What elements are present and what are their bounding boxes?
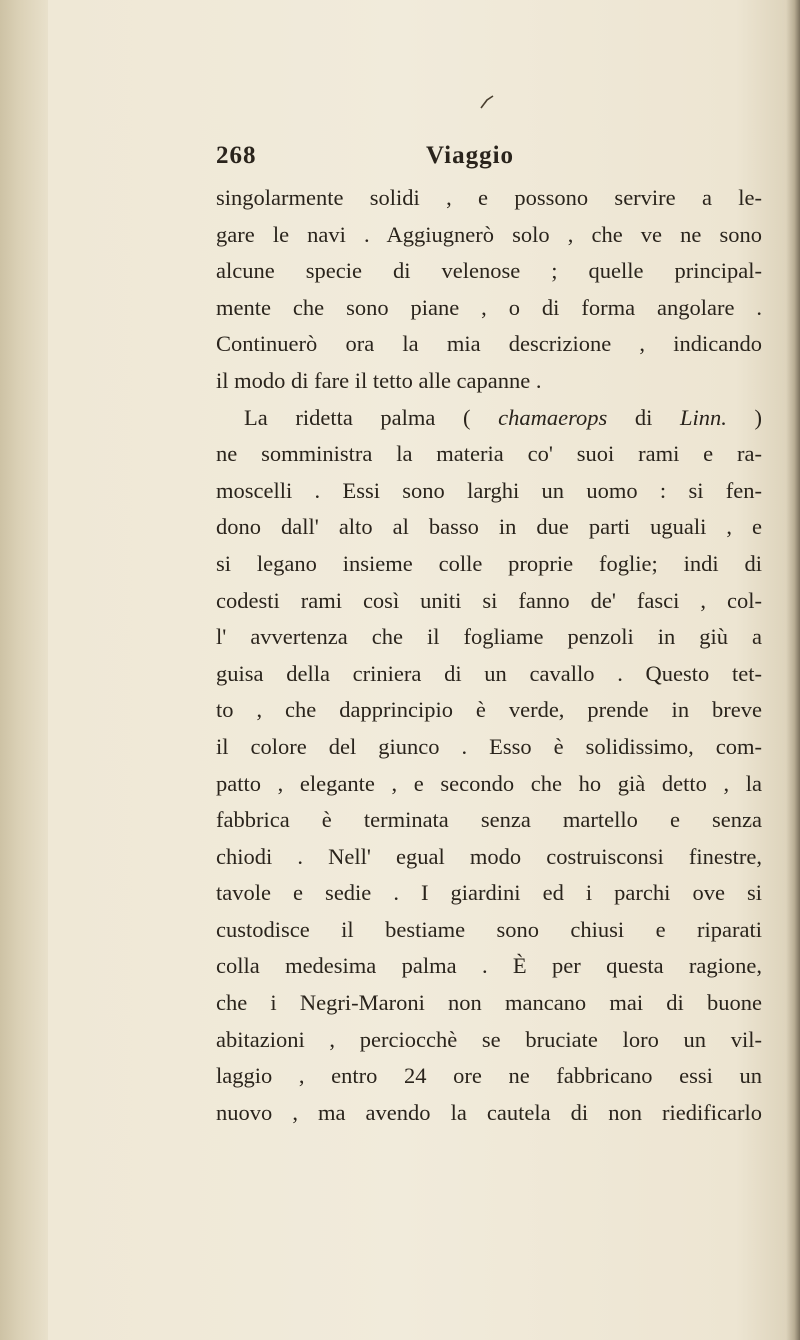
page-binding-shadow: [0, 0, 48, 1340]
text-line: custodisce il bestiame sono chiusi e riparati: [216, 916, 762, 942]
text-run: ): [726, 404, 762, 430]
text-line: che i Negri-Maroni non mancano mai di buone: [216, 990, 762, 1016]
page-edge-shadow: [786, 0, 800, 1340]
running-head: Viaggio: [426, 142, 515, 169]
text-line: ne somministra la materia co' suoi rami e ra-: [216, 441, 762, 467]
text-line: tavole e sedie . I giardini ed i parchi ove si: [216, 880, 762, 906]
text-line: chiodi . Nell' egual modo costruisconsi finestre,: [216, 843, 762, 869]
body-text: [216, 180, 762, 1131]
author-abbreviation: Linn.: [680, 404, 727, 430]
text-line: laggio , entro 24 ore ne fabbricano essi un: [216, 1063, 762, 1089]
text-line: abitazioni , perciocchè se bruciate loro un vil-: [216, 1026, 762, 1052]
text-line-paragraph-start: [216, 400, 762, 437]
text-line: l' avvertenza che il fogliame penzoli in giù a: [216, 624, 762, 650]
text-line: si legano insieme colle proprie foglie; indi di: [216, 550, 762, 576]
text-line: fabbrica è terminata senza martello e senza: [216, 807, 762, 833]
text-line: patto , elegante , e secondo che ho già detto , la: [216, 770, 762, 796]
text-line: moscelli . Essi sono larghi un uomo : si fen-: [216, 477, 762, 503]
text-line: to , che dapprincipio è verde, prende in breve: [216, 697, 762, 723]
text-line: il modo di fare il tetto alle capanne .: [216, 367, 542, 393]
text-run: La ridetta palma (: [244, 404, 499, 430]
species-name: chamaerops: [498, 404, 608, 430]
text-line: singolarmente solidi , e possono servire a le-: [216, 185, 762, 210]
page-header: [216, 142, 686, 176]
text-line: nuovo , ma avendo la cautela di non riedificarlo: [216, 1099, 762, 1125]
text-line: alcune specie di velenose ; quelle principal-: [216, 258, 762, 284]
text-line: gare le navi . Aggiugnerò solo , che ve ne sono: [216, 221, 762, 247]
text-line: guisa della criniera di un cavallo . Questo tet-: [216, 660, 762, 686]
text-line: dono dall' alto al basso in due parti uguali , e: [216, 514, 762, 540]
text-line: mente che sono piane , o di forma angolare .: [216, 294, 762, 320]
page-number: 268: [216, 142, 257, 169]
text-line: Continuerò ora la mia descrizione , indicando: [216, 331, 762, 357]
text-line: codesti rami così uniti si fanno de' fasci , col-: [216, 587, 762, 613]
text-line: colla medesima palma . È per questa ragione,: [216, 953, 762, 979]
text-line: il colore del giunco . Esso è solidissimo, com-: [216, 733, 762, 759]
pencil-mark-icon: [479, 94, 495, 110]
text-run: di: [607, 404, 680, 430]
